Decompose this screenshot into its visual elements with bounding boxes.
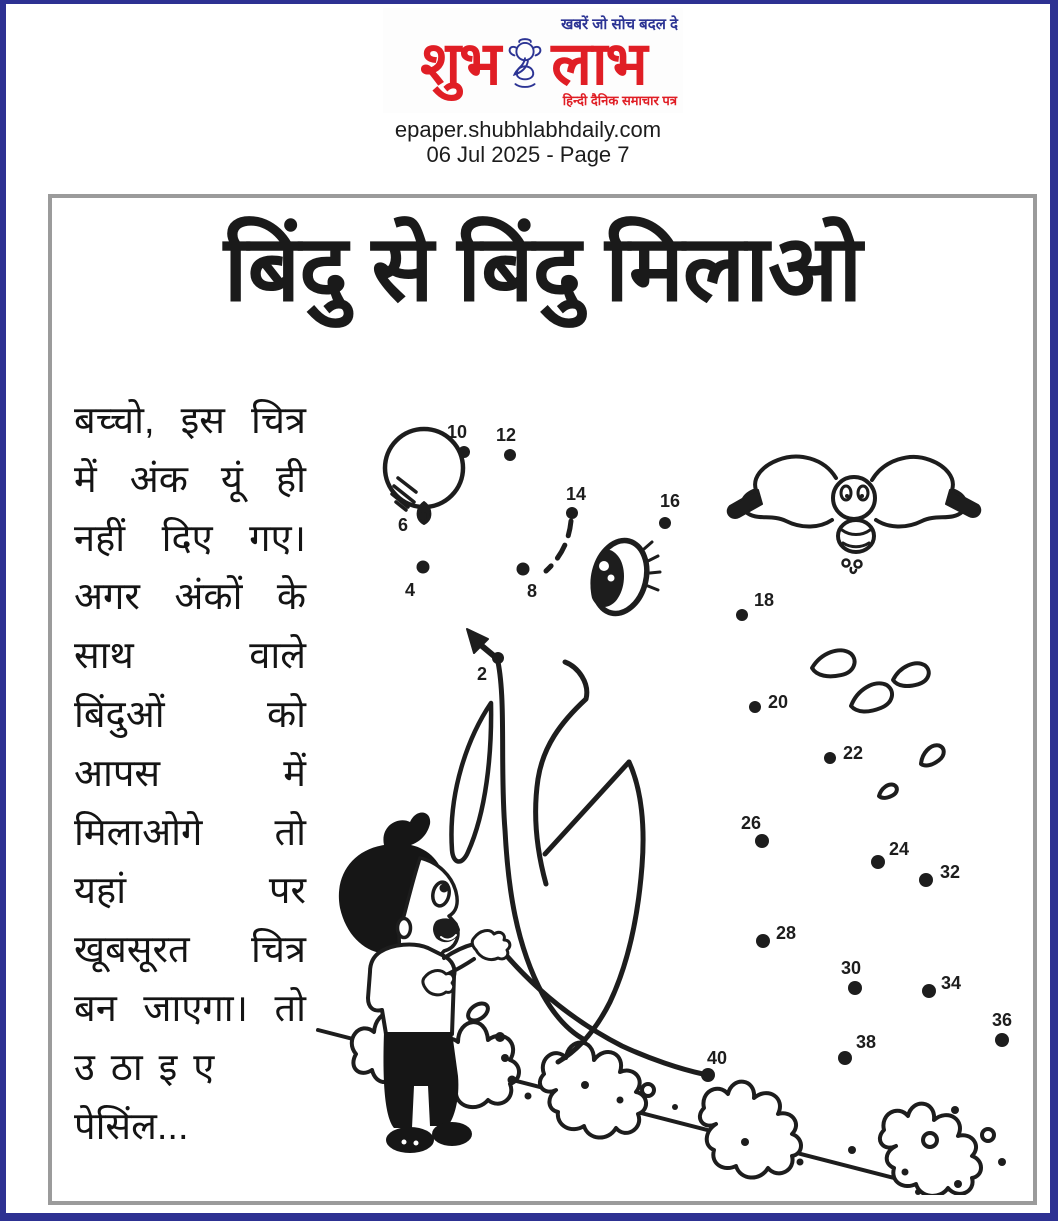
brand-word-laabh: लाभ xyxy=(551,30,646,97)
article-line: अगर अंकों के xyxy=(74,576,306,619)
masthead xyxy=(383,8,683,113)
puzzle-dot xyxy=(995,1033,1009,1047)
boy-ear xyxy=(398,919,411,938)
puzzle-dot xyxy=(824,752,836,764)
puzzle-dot-label: 20 xyxy=(767,692,789,712)
connect-the-dots-illustration xyxy=(300,380,1030,1195)
puzzle-dot xyxy=(848,981,862,995)
spray-strokes xyxy=(451,662,703,1074)
article-line: बच्चो, इस चित्र xyxy=(74,400,306,442)
puzzle-dot xyxy=(701,1068,715,1082)
puzzle-dot-label: 38 xyxy=(855,1032,877,1052)
puzzle-dot-label: 2 xyxy=(476,664,488,684)
puzzle-dot-label: 6 xyxy=(397,515,409,535)
boy-shoe-right xyxy=(432,1122,472,1146)
water-drops xyxy=(810,647,948,801)
puzzle-dot xyxy=(919,873,933,887)
balloon xyxy=(385,429,463,524)
boy-pants xyxy=(383,1032,458,1128)
puzzle-dot-label: 16 xyxy=(659,491,681,511)
article-line: बिंदुओं को xyxy=(74,693,306,736)
puzzle-panel xyxy=(48,194,1037,1205)
page-title: बिंदु से बिंदु मिलाओ xyxy=(223,218,862,320)
newspaper-page xyxy=(6,4,1050,1213)
boy-hand-upper xyxy=(472,931,510,960)
puzzle-dot-label: 34 xyxy=(940,973,962,993)
brand-row xyxy=(383,32,683,96)
puzzle-dot-label: 40 xyxy=(706,1048,728,1068)
masthead-tagline: खबरें जो सोच बदल दे xyxy=(561,16,678,33)
puzzle-dot xyxy=(517,563,530,576)
puzzle-dot xyxy=(838,1051,852,1065)
puzzle-dot-label: 12 xyxy=(495,425,517,445)
article-line: में अंक यूं ही xyxy=(74,458,306,501)
article-line: यहां पर xyxy=(74,870,306,913)
puzzle-dot-label: 4 xyxy=(404,580,416,600)
instruction-column xyxy=(74,392,306,1156)
article-line: बन जाएगा। तो xyxy=(74,987,306,1030)
puzzle-dot-label: 14 xyxy=(565,484,587,504)
puzzle-dot xyxy=(871,855,885,869)
article-line: पेसिंल... xyxy=(74,1105,189,1148)
boy-shoe-left xyxy=(386,1127,434,1153)
puzzle-dot xyxy=(566,507,578,519)
article-line: मिलाओगे तो xyxy=(74,811,306,854)
puzzle-dot-label: 36 xyxy=(991,1010,1013,1030)
puzzle-dot-label: 18 xyxy=(753,590,775,610)
puzzle-dot xyxy=(419,512,427,520)
puzzle-dot-label: 24 xyxy=(888,839,910,859)
puzzle-dot xyxy=(922,984,936,998)
puzzle-dot xyxy=(458,446,470,458)
puzzle-dot xyxy=(659,517,671,529)
puzzle-dot-label: 10 xyxy=(446,422,468,442)
puzzle-dot-label: 28 xyxy=(775,923,797,943)
puzzle-dot xyxy=(492,652,504,664)
masthead-subtitle: हिन्दी दैनिक समाचार पत्र xyxy=(562,93,677,108)
puzzle-dot-label: 32 xyxy=(939,862,961,882)
dashed-curl xyxy=(546,521,571,571)
puzzle-dot-label: 8 xyxy=(526,581,538,601)
article-line: साथ वाले xyxy=(74,635,306,678)
article-line: आपस में xyxy=(74,752,306,795)
edition-date-page: 06 Jul 2025 - Page 7 xyxy=(426,142,630,167)
puzzle-dot xyxy=(417,561,430,574)
article-line: खूबसूरत चित्र xyxy=(74,929,306,972)
bird xyxy=(728,457,981,573)
puzzle-dot xyxy=(756,934,770,948)
eye-motif xyxy=(586,535,660,619)
start-arrow-icon xyxy=(467,629,494,656)
puzzle-dot xyxy=(755,834,769,848)
epaper-url: epaper.shubhlabhdaily.com xyxy=(394,117,662,142)
puzzle-dot xyxy=(749,701,761,713)
brand-word-shubh: शुभ xyxy=(420,30,500,97)
puzzle-dot-label: 30 xyxy=(840,958,862,978)
ganesh-icon xyxy=(503,36,547,92)
boy-hand-lower xyxy=(423,971,454,995)
puzzle-dot xyxy=(504,449,516,461)
article-line: नहीं दिए गए। xyxy=(74,517,306,560)
article-line: उठाइए xyxy=(74,1046,231,1089)
puzzle-dot xyxy=(736,609,748,621)
puzzle-dot-label: 26 xyxy=(740,813,762,833)
puzzle-dot-label: 22 xyxy=(842,743,864,763)
